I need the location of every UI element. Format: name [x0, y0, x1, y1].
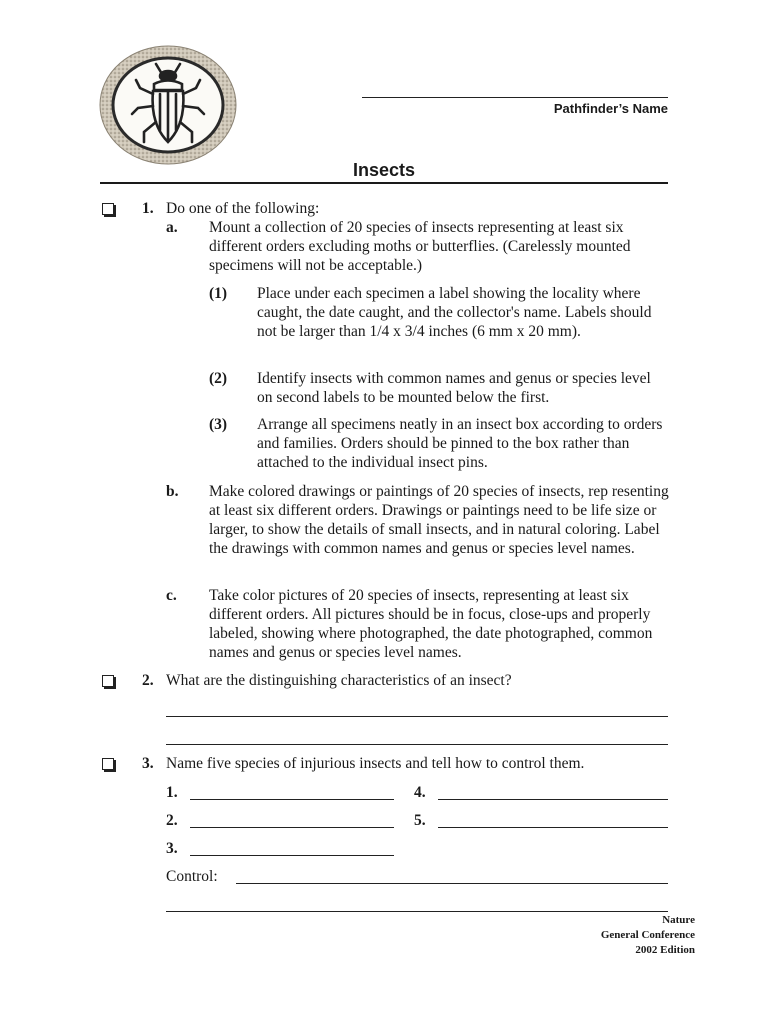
req3-text: Name five species of injurious insects and tell how to control them. — [166, 755, 585, 772]
req2-answer-line[interactable] — [166, 716, 668, 717]
req3-blank4-number: 4. — [414, 784, 426, 801]
req3-blank3-number: 3. — [166, 840, 178, 857]
footer-edition: 2002 Edition — [635, 944, 695, 956]
req2-answer-line[interactable] — [166, 744, 668, 745]
pathfinder-name-line[interactable] — [362, 97, 668, 98]
req3-number: 3. — [142, 755, 154, 772]
req1a-sub2-text: Identify insects with common names and genus or species level on second labels to be mounted below the first. — [257, 370, 651, 406]
req1a-sub3-number: (3) — [209, 416, 228, 433]
req1b-text: Make colored drawings or paintings of 20 species of insects, rep resenting at least six different orders. Drawings or paintings need to be life size or larger, to show the details of small insects, and in natural coloring. Label the drawings with common names and genus or species level names. — [209, 483, 669, 557]
page-title: Insects — [352, 160, 416, 180]
req3-blank1-line[interactable] — [190, 799, 394, 800]
req3-blank4-line[interactable] — [438, 799, 668, 800]
title-divider — [100, 182, 668, 184]
req1c-text: Take color pictures of 20 species of insects, representing at least six different orders. All pictures should be in focus, close-ups and properly labeled, showing where photographed, the date photographed, common names and genus or species level names. — [209, 587, 653, 661]
req3-control-line[interactable] — [236, 883, 668, 884]
req2-number: 2. — [142, 672, 154, 689]
req3-checkbox[interactable] — [102, 758, 114, 770]
req1a-sub1-number: (1) — [209, 285, 228, 302]
req1-number: 1. — [142, 200, 154, 217]
req2-checkbox[interactable] — [102, 675, 114, 687]
req3-blank5-line[interactable] — [438, 827, 668, 828]
req1-text: Do one of the following: — [166, 200, 320, 217]
req3-control-label: Control: — [166, 868, 218, 885]
req1a-sub1-text: Place under each specimen a label showing the locality where caught, the date caught, and the collector's name. Labels should not be larger than 1/4 x 3/4 inches (6 mm x 20 mm). — [257, 285, 652, 340]
req1a-text: Mount a collection of 20 species of insects representing at least six different orders excluding moths or butterflies. (Carelessly mounted specimens will not be acceptable.) — [209, 219, 631, 274]
req3-blank1-number: 1. — [166, 784, 178, 801]
req3-blank2-line[interactable] — [190, 827, 394, 828]
insects-badge-image — [98, 44, 238, 166]
req3-blank5-number: 5. — [414, 812, 426, 829]
footer — [601, 913, 695, 958]
req1a-letter: a. — [166, 219, 178, 236]
req1-checkbox[interactable] — [102, 203, 114, 215]
pathfinder-name-label: Pathfinder’s Name — [553, 101, 668, 116]
req3-control-line[interactable] — [166, 911, 668, 912]
req1b-letter: b. — [166, 483, 179, 500]
req2-text: What are the distinguishing characteristics of an insect? — [166, 672, 512, 689]
footer-category: Nature — [662, 914, 695, 926]
req3-blank3-line[interactable] — [190, 855, 394, 856]
req3-blank2-number: 2. — [166, 812, 178, 829]
req1c-letter: c. — [166, 587, 177, 604]
req1a-sub2-number: (2) — [209, 370, 228, 387]
req1a-sub3-text: Arrange all specimens neatly in an insect box according to orders and families. Orders should be pinned to the box rather than attached to the individual insect pins. — [257, 416, 663, 471]
footer-publisher: General Conference — [600, 929, 695, 941]
